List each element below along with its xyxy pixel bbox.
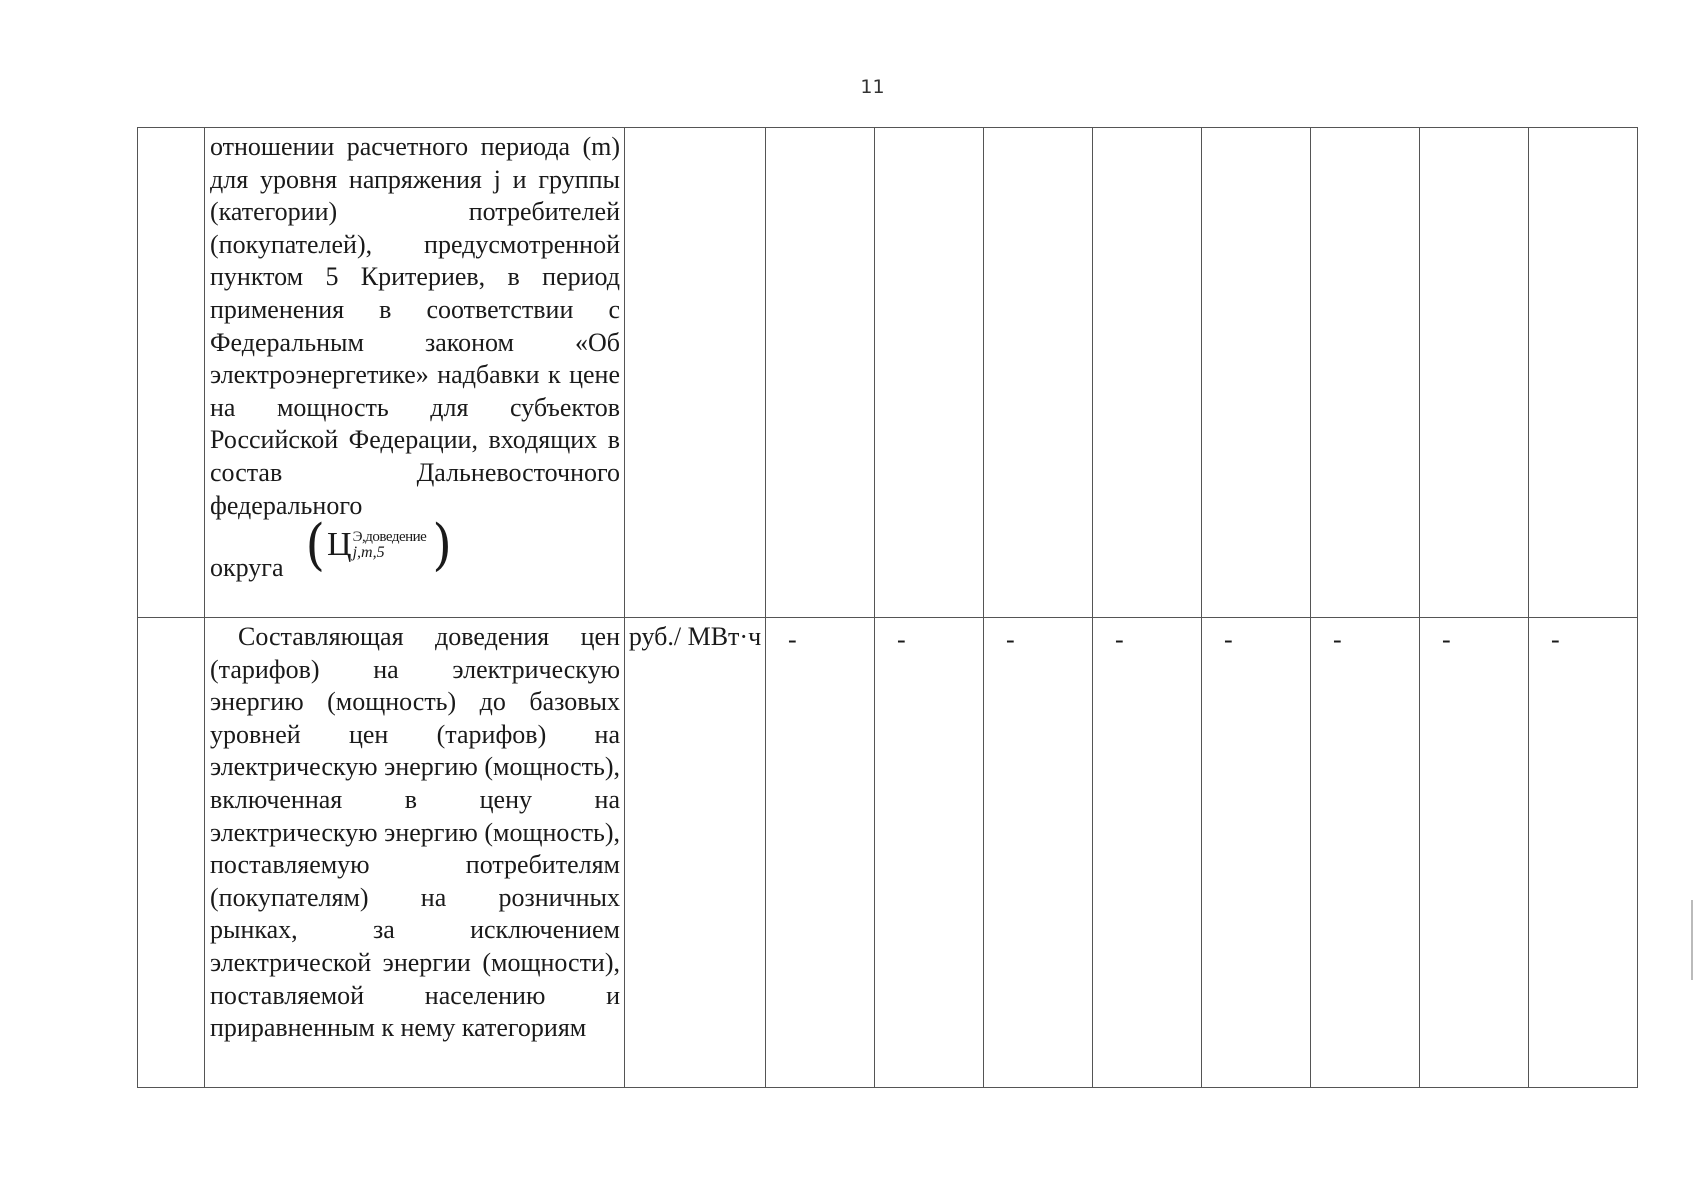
formula-word: округа [210,553,284,583]
formula-superscript: Э,доведение [352,529,427,546]
tariff-table [137,127,1638,1088]
formula-line [210,513,620,584]
formula-close-paren: ) [432,513,452,578]
description-cell [205,128,625,618]
unit-cell: руб./ МВт·ч [625,618,766,1088]
row-number-cell [138,128,205,618]
unit-cell [625,128,766,618]
description-cell [205,618,625,1088]
row-number-cell [138,618,205,1088]
scan-edge-mark [1691,900,1693,980]
value-cell: - [1202,618,1311,1088]
formula-indices [353,529,427,561]
value-cell: - [766,618,875,1088]
value-cell [1093,128,1202,618]
value-cell [1202,128,1311,618]
formula-open-paren: ( [305,513,326,578]
value-cell [766,128,875,618]
value-cell [984,128,1093,618]
formula-symbol: Ц [327,526,352,564]
value-cell: - [1420,618,1529,1088]
value-cell: - [875,618,984,1088]
value-cell [1529,128,1638,618]
table-row [138,128,1638,618]
value-cell: - [1529,618,1638,1088]
value-cell [1420,128,1529,618]
formula-subscript: j,m,5 [352,544,385,562]
description-text: отношении расчетного периода (m) для уровня напряжения j и группы (категории) потребителей (покупателей), предусмотренной пунктом 5 Критериев, в период применения в соответствии с Федеральным законом «Об электроэнергетике» надбавки к цене на мощность для субъектов Российской Федерации, входящих в состав Дальневосточного федерального [210,132,620,520]
page-number: 11 [860,76,885,98]
description-text: Составляющая доведения цен (тарифов) на электрическую энергию (мощность) до базовых уровней цен (тарифов) на электрическую энергию (мощность), включенная в цену на электрическую энергию (мощность), поставляемую потребителям (покупателям) на розничных рынках, за исключением электрической энергии (мощности), поставляемой населению и приравненным к нему категориям [210,622,620,1043]
value-cell: - [984,618,1093,1088]
table-row [138,618,1638,1088]
price-formula [305,513,452,578]
value-cell [1311,128,1420,618]
value-cell: - [1311,618,1420,1088]
value-cell: - [1093,618,1202,1088]
value-cell [875,128,984,618]
